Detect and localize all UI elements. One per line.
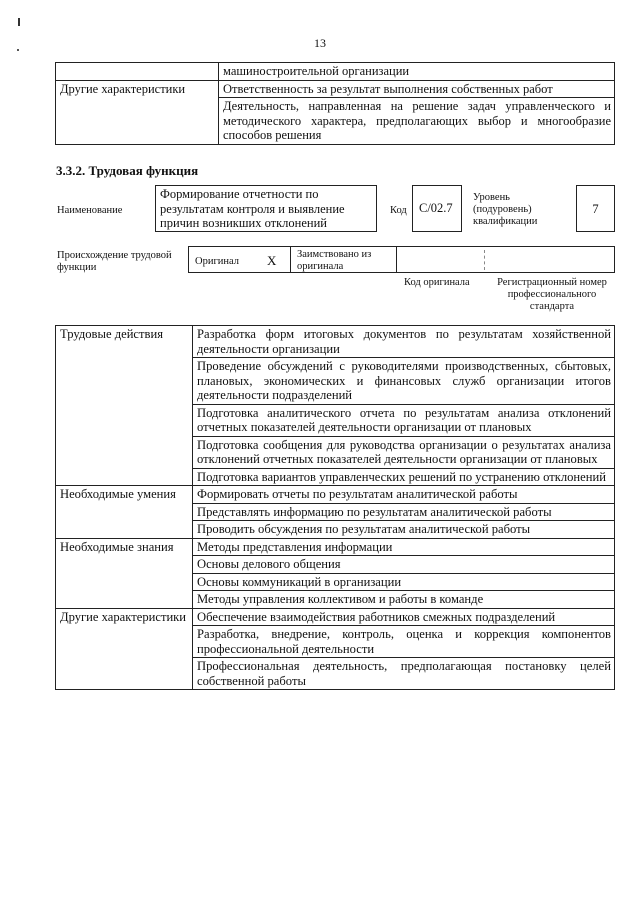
table-cell-text: Основы делового общения <box>193 556 615 574</box>
row-label: Другие характеристики <box>56 80 219 144</box>
table-cell-text: Формировать отчеты по результатам аналитической работы <box>193 486 615 504</box>
origin-divider <box>396 246 397 273</box>
origin-box <box>188 246 615 273</box>
table-cell-text: Подготовка вариантов управленческих решений по устранению отклонений <box>193 468 615 486</box>
code-label: Код <box>390 205 407 216</box>
level-box <box>576 185 615 232</box>
function-name-box <box>155 185 377 232</box>
table-cell-label <box>56 63 219 81</box>
table-cell-text: Представлять информацию по результатам аналитической работы <box>193 503 615 521</box>
table-cell-text: Разработка, внедрение, контроль, оценка и коррекция компонентов профессиональной деятельности <box>193 626 615 658</box>
table-row <box>56 63 615 81</box>
table-row <box>56 80 615 98</box>
table-cell-text: Обеспечение взаимодействия работников смежных подразделений <box>193 608 615 626</box>
table-row <box>56 608 615 626</box>
table-cell-text: Основы коммуникаций в организации <box>193 573 615 591</box>
table-cell-text: Методы управления коллективом и работы в команде <box>193 591 615 609</box>
table-cell-text: Проводить обсуждения по результатам аналитической работы <box>193 521 615 539</box>
code-value: C/02.7 <box>419 201 453 215</box>
name-label: Наименование <box>57 205 123 216</box>
table-cell-text: Проведение обсуждений с руководителями производственных, сбытовых, плановых, экономических и финансовых служб организации итогов деятельности подразделений <box>193 358 615 405</box>
reg-number-caption: Регистрационный номер профессионального стандарта <box>497 277 607 312</box>
table-cell-text: Подготовка аналитического отчета по результатам анализа отклонений отчетных показателей деятельности организации от плановых <box>193 404 615 436</box>
level-label: Уровень (подуровень) квалификации <box>473 192 538 227</box>
code-original-caption: Код оригинала <box>404 277 470 288</box>
table-cell-text: машиностроительной организации <box>219 63 615 81</box>
borrowed-label: Заимствовано из оригинала <box>297 249 372 272</box>
table-cell-text: Профессиональная деятельность, предполагающая постановку целей собственной работы <box>193 658 615 690</box>
origin-divider <box>290 246 291 273</box>
main-table <box>55 325 615 690</box>
function-name-value: Формирование отчетности по результатам контроля и выявление причин возникших отклонений <box>160 187 345 230</box>
origin-label: Происхождение трудовой функции <box>57 250 172 273</box>
level-value: 7 <box>592 202 599 216</box>
row-label: Трудовые действия <box>56 326 193 486</box>
page-number: 13 <box>314 36 326 50</box>
top-table <box>55 62 615 145</box>
code-box <box>412 185 462 232</box>
table-cell-text: Подготовка сообщения для руководства организации о результатах анализа отклонений отчетных показателей деятельности организации от плановых <box>193 436 615 468</box>
row-label: Необходимые умения <box>56 486 193 539</box>
table-cell-text: Ответственность за результат выполнения собственных работ <box>219 80 615 98</box>
original-mark: X <box>267 253 277 268</box>
table-row <box>56 538 615 556</box>
row-label: Другие характеристики <box>56 608 193 690</box>
table-row <box>56 486 615 504</box>
origin-dashed-divider <box>484 250 485 270</box>
section-heading: 3.3.2. Трудовая функция <box>56 163 199 178</box>
table-row <box>56 326 615 358</box>
scan-mark <box>18 18 20 26</box>
table-cell-text: Разработка форм итоговых документов по результатам хозяйственной деятельности организации <box>193 326 615 358</box>
table-cell-text: Деятельность, направленная на решение задач управленческого и методического характера, предполагающих выбор и многообразие способов решения <box>219 98 615 145</box>
row-label: Необходимые знания <box>56 538 193 608</box>
original-label: Оригинал <box>195 256 239 267</box>
table-cell-text: Методы представления информации <box>193 538 615 556</box>
